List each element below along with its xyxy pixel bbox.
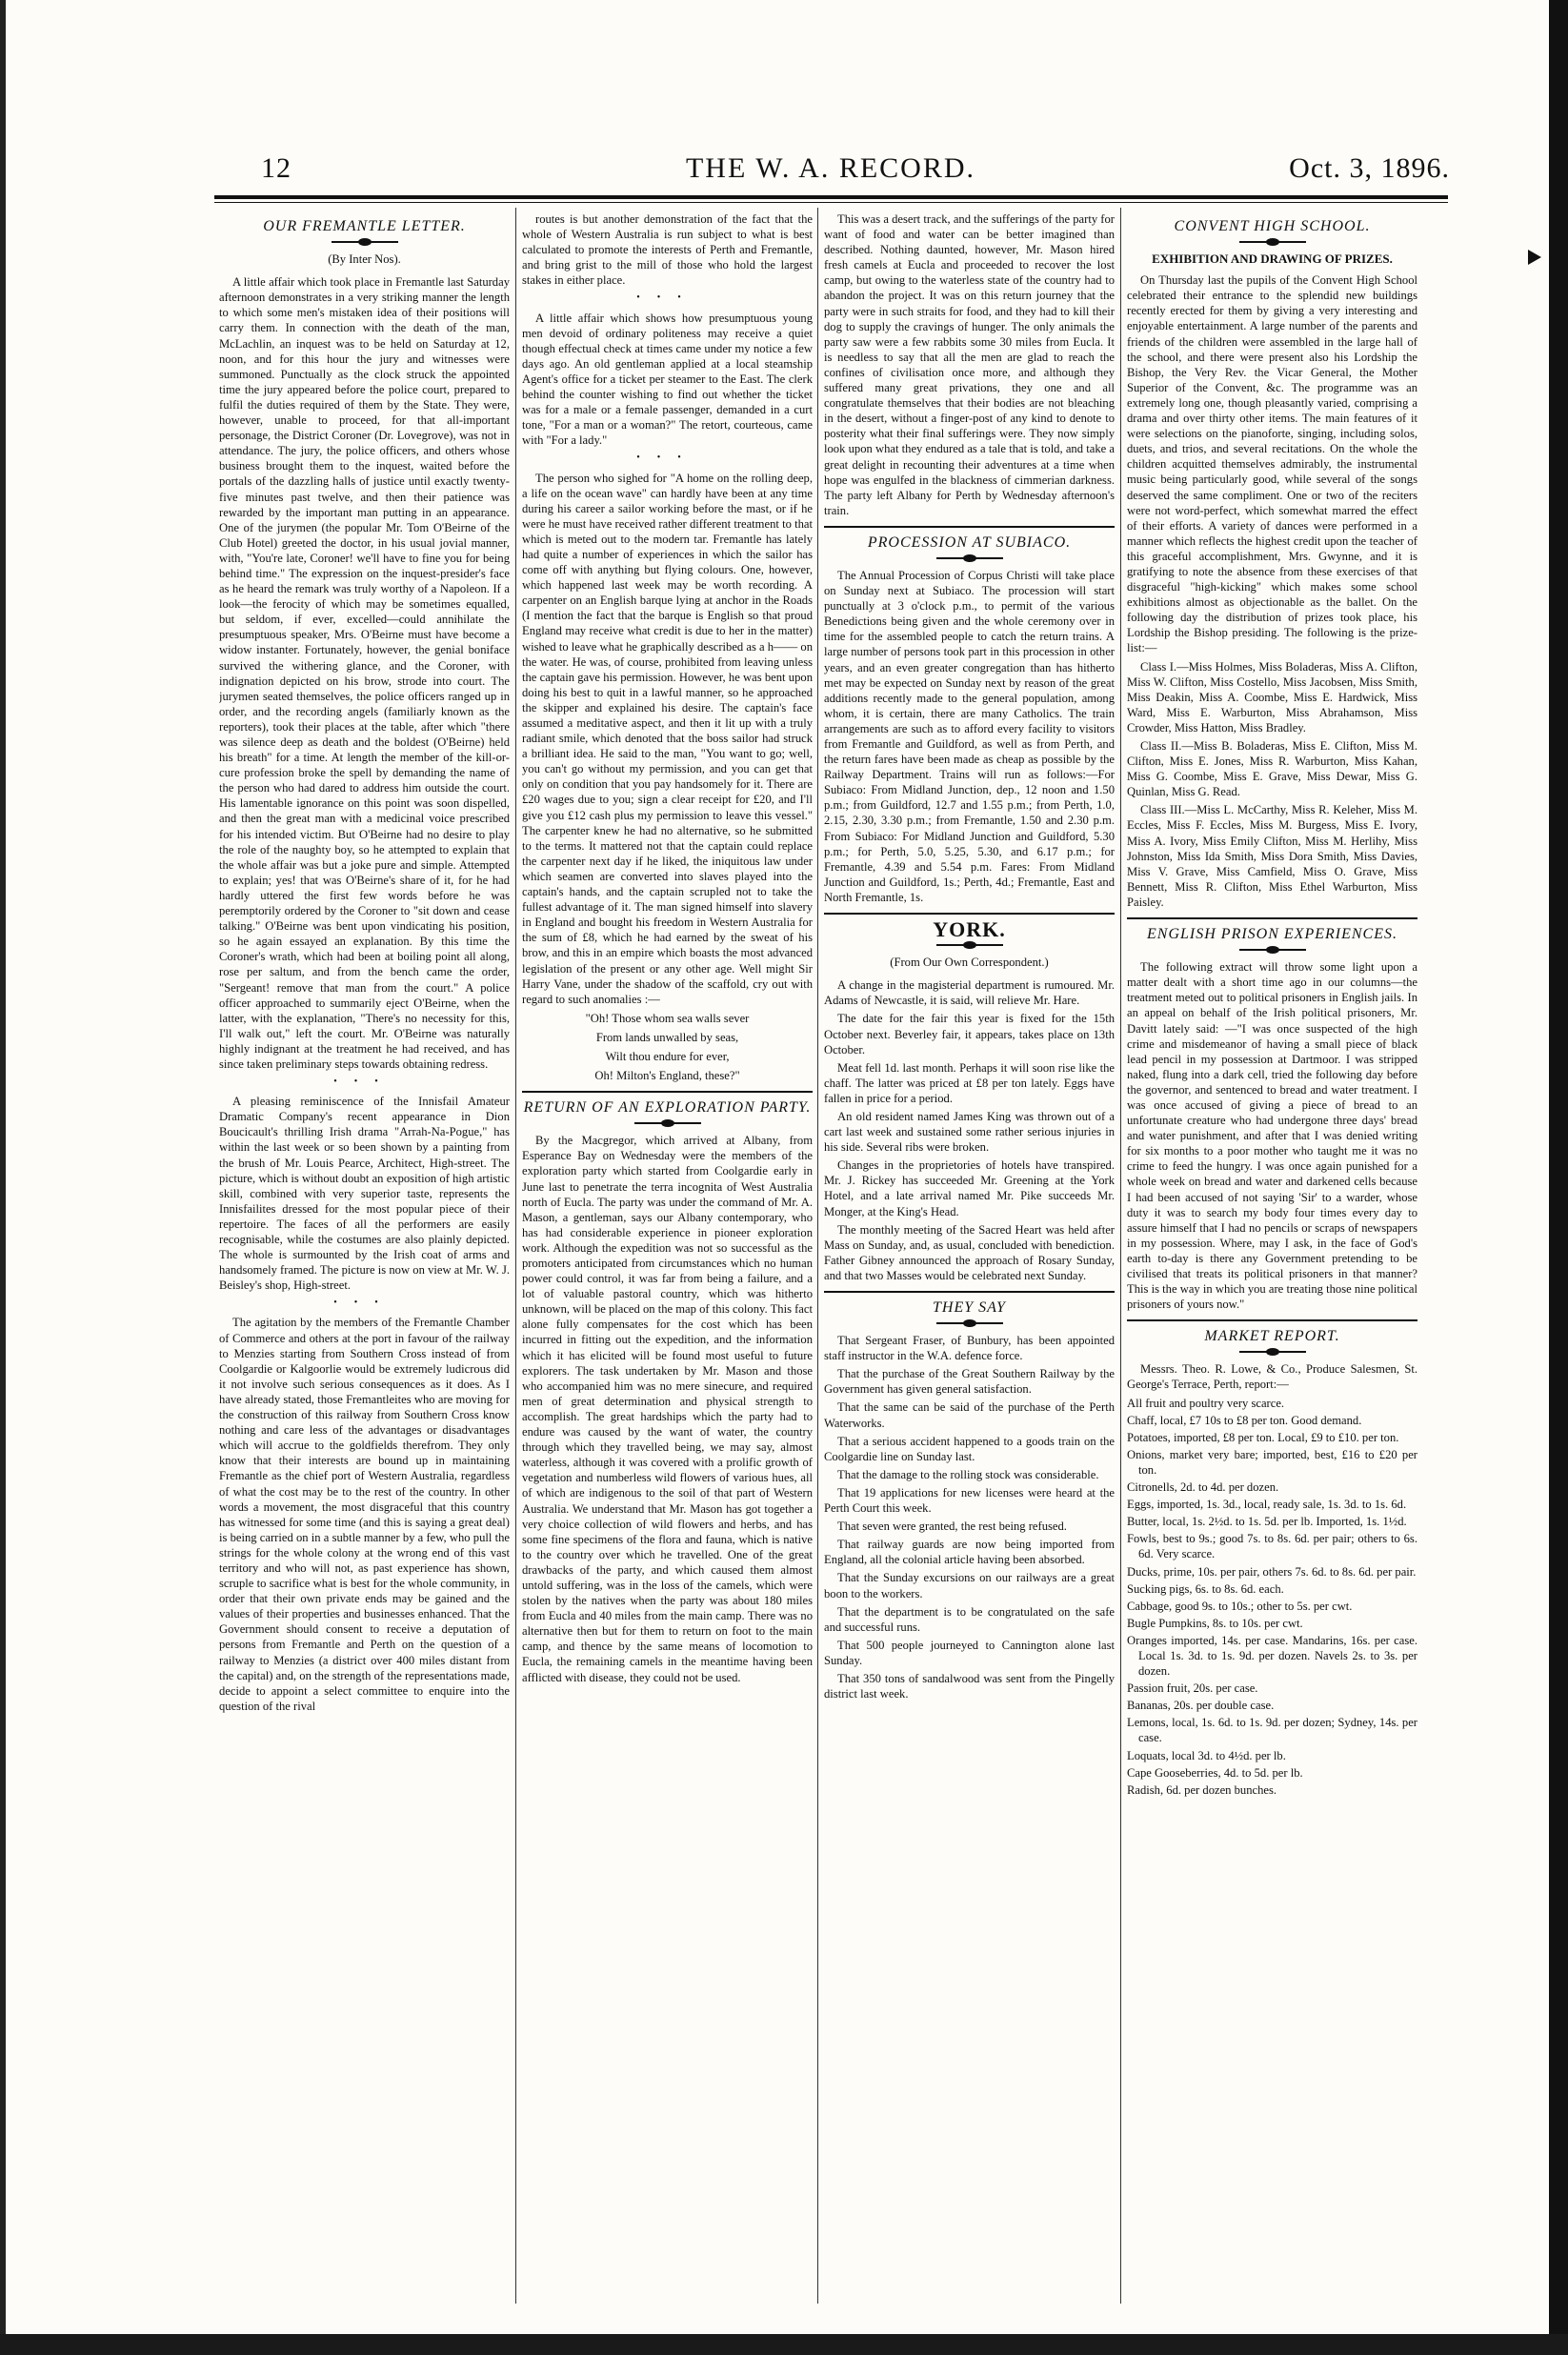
list-item: Passion fruit, 20s. per case. — [1127, 1681, 1258, 1696]
prize-class: Class III.—Miss L. McCarthy, Miss R. Keleher, Miss M. Eccles, Miss F. Eccles, Miss M. Burgess, Miss E. Ivory, Miss A. Ivory, Miss Emily Clifton, Miss M. Herlihy, Miss Johnston, Miss Ida Smith, Miss Dora Smith, Miss Davies, Miss V. Grave, Miss Camfield, Miss O. Grave, Miss Bennett, Miss R. Clifton, Miss Ethel Warburton, Miss Paisley. — [1127, 803, 1417, 909]
list-item: That railway guards are now being imported from England, all the colonial article having been absorbed. — [824, 1538, 1115, 1567]
article-paragraph: The date for the fair this year is fixed for the 15th October next. Beverley fair, it appears, takes place on 13th October. — [824, 1012, 1115, 1057]
scan-edge-bottom — [0, 2334, 1568, 2355]
poem-line: Wilt thou endure for ever, — [605, 1049, 730, 1063]
article-heading: OUR FREMANTLE LETTER. — [263, 218, 466, 234]
ornament-rule — [936, 941, 1003, 949]
scan-edge-left — [0, 0, 6, 2355]
list-item: Fowls, best to 9s.; good 7s. to 8s. 6d. per pair; others to 6s. 6d. Very scarce. — [1127, 1532, 1417, 1561]
list-item: That the purchase of the Great Southern Railway by the Government has given general satisfaction. — [824, 1367, 1115, 1397]
list-item: That Sergeant Fraser, of Bunbury, has been appointed staff instructor in the W.A. defence force. — [824, 1334, 1115, 1363]
article-paragraph: The following extract will throw some light upon a matter dealt with a short time ago in our columns—the treatment meted out to political prisoners in English jails. In an appeal on behalf of the Irish political prisoners, Mr. Davitt lately said: —"I was once suspected of the high crime and misdemeanor of having a small piece of black lead pencil in my possession at Dartmoor. I was stripped naked, flung into a dark cell, tried the following day before the governor, and sentenced to bread and water treatment. I was once accused of giving a piece of bread to an unfortunate creature who had undergone three days' bread and water punishment, and after that I was denied writing for six months to a poor mother who taught me it was no crime to feed the hungry. I was once again punished for a whole week on bread and water and darkened cells because I had been accused of not saying 'Sir' to a warder, whose duty it was to search my body four times every day to assure himself that I had no pencils or scraps of newspapers in my possession. Where, may I ask, in the face of God's earth to-day is there any Government pretending to be civilised that treats its political prisoners in that manner? This is the way in which you are treating those nine political prisoners of yours now." — [1127, 960, 1417, 1312]
column-4 — [1127, 211, 1417, 2303]
list-item: Cabbage, good 9s. to 10s.; other to 5s. per cwt. — [1127, 1599, 1353, 1613]
article-paragraph: On Thursday last the pupils of the Convent High School celebrated their entrance to the splendid new buildings recently erected for them by giving a very interesting and enjoyable entertainment. A large number of the parents and friends of the children were assembled in the large hall of the school, and there were present also his Lordship the Bishop, the Very Rev. the Vicar General, the Mother Superior of the Convent, &c. The programme was an extremely long one, though pleasantly varied, comprising a drama and over thirty other items. The main features of it were selections on the pianoforte, singing, including solos, duets, and trios, and several recitations. On the whole the children acquitted themselves admirably, the instrumental music being particularly good, while several of the songs deserved the same compliment. One or two of the reciters were not word-perfect, which somewhat marred the effect of their efforts. A variety of dances were performed in a manner which reflects the highest credit upon the teacher of this graceful accomplishment, Mrs. Gwynne, and it is gratifying to note the absence from these exercises of that disgraceful "high-kicking" which makes some school exhibitions almost as objectionable as the ballet. On the following day the distribution of prizes took place, his Lordship the Bishop presiding. The following is the prize-list:— — [1127, 273, 1417, 655]
list-item: Cape Gooseberries, 4d. to 5d. per lb. — [1127, 1765, 1303, 1780]
article-byline: (From Our Own Correspondent.) — [890, 956, 1049, 970]
list-item: Lemons, local, 1s. 6d. to 1s. 9d. per dozen; Sydney, 14s. per case. — [1127, 1716, 1417, 1745]
article-paragraph: The monthly meeting of the Sacred Heart was held after Mass on Sunday, and, as usual, concluded with benediction. Father Gibney announced the approach of Rosary Sunday, and that two Masses would be celebrated next Sunday. — [824, 1222, 1115, 1282]
article-paragraph: By the Macgregor, which arrived at Albany, from Esperance Bay on Wednesday were the members of the exploration party which started from Coolgardie early in June last to penetrate the terra incognita of West Australia north of Eucla. The party was under the command of Mr. A. Mason, a gentleman, says our Albany contemporary, who has had considerable experience in pioneer exploration work. Although the expedition was not so successful as the promoters anticipated from circumstances which no human power could control, it was far from being a failure, and a lot of valuable pastoral country, which was hitherto unknown, will be placed on the map of this colony. This fact alone fully compensates for the cost which has been incurred in fitting out the expedition, and the information which it has elicited will be found most useful to future explorers. The task undertaken by Mr. Mason and those who accompanied him was no mere sinecure, and required men of great determination and physical strength to accomplish. The great hardships which the party had to endure was caused by the want of water, the country through which they travelled being, we may say, almost waterless, although it was covered with a prolific growth of vegetation and numberless wild flowers of various hues, all of which are indigenous to the soil of that part of Western Australia. We understand that Mr. Mason has got together a very choice collection of wild flowers and herbs, and has some fine specimens of the flora and fauna, which is native to the country over which he travelled. One of the great drawbacks of the party, and which caused them almost untold suffering, was in the loss of the camels, which were stolen by the natives when the party was about 180 miles from Eucla and 40 miles from the main camp. There was no alternative then but for them to return on foot to the main camp, and thence by the same means of locomotion to Eucla, the remaining camels in the meantime having been afflicted with disease, they could not be used. — [522, 1134, 813, 1684]
article-paragraph: An old resident named James King was thrown out of a cart last week and sustained some rather serious injuries in his side. Several ribs were broken. — [824, 1109, 1115, 1155]
list-item: Ducks, prime, 10s. per pair, others 7s. 6d. to 8s. 6d. per pair. — [1127, 1564, 1417, 1579]
poem-line: From lands unwalled by seas, — [595, 1030, 739, 1044]
column-divider — [817, 208, 818, 2304]
article-paragraph: The agitation by the members of the Fremantle Chamber of Commerce and others at the port in favour of the railway to Menzies starting from Southern Cross instead of from Coolgardie or Kalgoorlie would be extremely ludicrous did it not involve such serious consequences as it does. As I have already stated, those Fremantleites who are moving for the construction of this railway from Southern Cross know nothing and care less of the advantages or disadvantages which will accrue to the goldfields therefrom. They only know that their interests are bound up in maintaining Fremantle as the chief port of Western Australia, regardless of what the cost may be to the rest of the country. In other words a movement, the most disgraceful that this country has witnessed for some time (and this is saying a great deal) is being carried on in a subtle manner by a few, who pull the strings for the whole colony at the wrong end of this vast territory and who will not, as past experience has shown, scruple to sacrifice what is best for the whole community, in order that their own private ends may be gained and the values of their properties and businesses enhanced. That the Government should consent to receive a deputation of persons from Fremantle and Perth on the question of a railway to Menzies (a district over 400 miles distant from the capital) and, on the strength of the representations made, decide to appoint a select committee to enquire into the question of the rival — [219, 1316, 510, 1713]
section-rule — [824, 526, 1115, 528]
list-item: Bananas, 20s. per double case. — [1127, 1699, 1275, 1713]
article-paragraph: The person who sighed for "A home on the rolling deep, a life on the ocean wave" can hardly have been at any time during his career a sailor working before the mast, or if he were he must have received rather different treatment to that which is meted out to the modern tar. Fremantle has lately had quite a number of experiences in which the sailor has come off with anything but flying colours. One, however, which happened last week may be worth recording. A carpenter on an English barque lying at anchor in the Roads (I mention the fact that the barque is English so that proud England may receive what credit is due to her in the matter) wished to leave what he graphically described as a h—— on the water. He was, of course, prohibited from leaving unless the captain gave his permission. However, he was bent upon doing his best to quit in a lawful manner, so he approached the skipper and explained his desire. The captain's face assumed a meditative aspect, and then it lit up with a truly radiant smile, which denoted that the boss sailor had struck a brilliant idea. He said to the man, "You want to go; well, you can't go without my permission, and you can get that only on condition that you pay handsomely for it. There are £20 wages due to you; sign a clear receipt for £20, and I'll give you £12 cash plus my permission to leave this vessel." The carpenter knew he had no alternative, so he submitted to the terms. It mattered not that the captain could replace the carpenter next day if he liked, the iniquitous law under which seamen are converted into slaves played into the captain's hands, and the captain scrupled not to take the fullest advantage of it. The man signed himself into slavery in England and bought his freedom in Western Australia for the sum of £8, which he had earned by the sweat of his brow, and this in an empire which boasts the most advanced legislation of the present or any other age. Well might Sir Harry Vane, under the shadow of the scaffold, cry out with regard to such anomalies :— — [522, 471, 813, 1006]
column-divider — [1120, 208, 1121, 2304]
list-item: That the damage to the rolling stock was considerable. — [837, 1467, 1099, 1481]
article-heading: PROCESSION AT SUBIACO. — [867, 533, 1072, 551]
list-item: Bugle Pumpkins, 8s. to 10s. per cwt. — [1127, 1616, 1303, 1630]
section-rule — [824, 1291, 1115, 1293]
poem-line: Oh! Milton's England, these?" — [594, 1069, 740, 1083]
article-paragraph: The Annual Procession of Corpus Christi will take place on Sunday next at Subiaco. The procession will start punctually at 3 o'clock p.m., to permit of the various Benedictions being given and the whole ceremony over in time for the assembled people to catch the return trains. A large number of persons took part in this procession in other years, and an even greater congregation than has hitherto met may be expected on Sunday next by reason of the great additions recently made to the general population, among whom, it is certain, there are many Catholics. The train arrangements are such as to afford every facility to visitors from Fremantle and Guildford, as well as from Perth, and the return fares have been made as cheap as possible by the Railway Department. Trains will run as follows:—For Subiaco: From Midland Junction, dep., 12 noon and 1.50 p.m.; from Guildford, 12.7 and 1.55 p.m.; from Perth, 1.0, 2.15, 2.30, 3.30 p.m.; from Fremantle, 1.50 and 2.30 p.m. From Subiaco: For Midland Junction and Guildford, 5.30 p.m.; for Perth, 5.0, 5.25, 5.30, and 6.17 p.m.; for Fremantle, 4.39 and 5.54 p.m. Fares: From Midland Junction and Guildford, 1s.; Perth, 4d.; Fremantle, East and North Fremantle, 1s. — [824, 568, 1115, 904]
ornament-rule — [936, 554, 1003, 562]
market-list — [1127, 1396, 1417, 1798]
list-item: That a serious accident happened to a goods train on the Coolgardie line on Sunday last. — [824, 1434, 1115, 1463]
article-byline: (By Inter Nos). — [328, 252, 401, 267]
article-paragraph: Changes in the proprietories of hotels have transpired. Mr. J. Rickey has succeeded Mr. Greening at the York Hotel, and a late arrival named Mr. Pike succeeds Mr. Monger, at the King's Head. — [824, 1158, 1115, 1218]
list-item: Butter, local, 1s. 2½d. to 1s. 5d. per lb. Imported, 1s. 1½d. — [1127, 1515, 1407, 1529]
list-item: That the department is to be congratulated on the safe and successful runs. — [824, 1604, 1115, 1634]
article-paragraph: Meat fell 1d. last month. Perhaps it will soon rise like the chaff. The latter was priced at £8 per ton lately. Eggs have fallen in price for a period. — [824, 1060, 1115, 1105]
ornament-rule — [1239, 238, 1306, 246]
list-item: That seven were granted, the rest being refused. — [837, 1520, 1067, 1534]
section-stars: ••• — [636, 292, 698, 304]
header-rule-thin — [214, 202, 1448, 203]
section-stars: ••• — [333, 1298, 395, 1309]
list-item: That the same can be said of the purchase of the Perth Waterworks. — [824, 1400, 1115, 1430]
ornament-rule — [1239, 1348, 1306, 1356]
column-3 — [824, 211, 1115, 2303]
column-divider — [515, 208, 516, 2304]
article-paragraph: A little affair which took place in Fremantle last Saturday afternoon demonstrates in a very striking manner the length to which some men's mistaken idea of their positions will carry them. In connection with the death of the man, McLachlin, an inquest was to be held on Saturday at 12, noon, and for this hour the jury and witnesses were summoned. Punctually as the clock struck the appointed time the jury appeared before the police court, prepared to fulfil the duties required of them by the State. They were, however, unable to proceed, for that all-important personage, the District Coroner (Dr. Lovegrove), was not in attendance. The jury, the police officers, and others whose business brought them to the inquest, waited before the portals of the dazzling halls of justice until exactly twenty-five minutes past twelve, and then their patience was rewarded by the important man putting in an appearance. One of the jurymen (the popular Mr. Tom O'Beirne of the Club Hotel) greeted the doctor, in his usual jovial manner, with, "You're late, Coroner! we'll have to fine you for being behind time." The expression on the inquest-presider's face as he heard the remark was truly worthy of a Napoleon. If a look—the ferocity of which may be sometimes equalled, but seldom, if ever, excelled—could annihilate the presumptuous speaker, Mrs. O'Beirne must have become a widow instanter. Fortunately, however, the genial boniface survived the withering glance, and the Coroner, with indignation depicted on his brow, strode into court. The jurymen seated themselves, the police officers ranged up in order, and the recording angels (familiarly known as the reporters), took their places at the table, after which "there was silence deep as death and the boldest (O'Beirne) held his breath" for a time. At length the member of the kill-or-cure profession broke the spell by demanding the name of the person who had dared to address him outside the court. His lamentable ignorance on this point was soon dispelled, and then the great man with a medicinal voice prescribed for his intended victim. But O'Beirne had no desire to play the role of the naughty boy, so he attempted to explain that the whole affair was but a joke pure and simple. Attempted to explain; yes! that was O'Beirne's share of it, for he had hardly uttered the first few words before he was peremptorily ordered by the Coroner to "sit down and cease talking." O'Beirne was bent upon vindicating his position, so he again essayed an explanation. By this time the Coroner's wrath, which had been at boiling point all along, rose per saltum, and from the bench came the order, "Sergeant! remove that man from the court." A police officer approached to summarily eject O'Beirne, when the latter, with the explanation, "There's no necessity for this, I'll walk out," left the court. Mr. O'Beirne was naturally highly indignant at the treatment he had received, and has since taken preliminary steps towards obtaining redress. — [219, 275, 510, 1071]
article-heading: YORK. — [933, 917, 1006, 942]
article-paragraph: A little affair which shows how presumptuous young men devoid of ordinary politeness may receive a quiet though effectual check at times came under my notice a few days ago. An old gentleman applied at a local steamship Agent's office for a ticket per steamer to the East. The clerk behind the counter wishing to find out whether the ticket was for a male or a female passenger, demanded in a curt tone, "For a man or a woman?" The retort, courteous, came with "For a lady." — [522, 311, 813, 448]
header-rule — [214, 195, 1448, 199]
ornament-rule — [936, 1319, 1003, 1327]
article-subheading: EXHIBITION AND DRAWING OF PRIZES. — [1152, 252, 1393, 267]
article-paragraph: A pleasing reminiscence of the Innisfail Amateur Dramatic Company's recent appearance in Dion Boucicault's thrilling Irish drama "Arrah-Na-Pogue," has within the last week or so been shown by a painting from the brush of Mr. Louis Pearce, Architect, High-street. The picture, which is without doubt an exposition of high artistic skill, combined with very superior taste, represents the Innisfailites dressed for the most popular piece of their repertoire. The faces of all the performers are easily recognisable, while the costumes are also plainly depicted. The whole is surmounted by the Irish coat of arms and handsomely framed. The picture is now on view at Mr. W. J. Beisley's shop, High-street. — [219, 1095, 510, 1293]
column-2 — [522, 211, 813, 2303]
section-rule — [1127, 1319, 1417, 1321]
list-item: Citronells, 2d. to 4d. per dozen. — [1127, 1480, 1279, 1495]
article-paragraph: routes is but another demonstration of the fact that the whole of Western Australia is run subject to what is best calculated to promote the interests of Perth and Fremantle, and bring grist to the mill of those who hold the largest stakes in either place. — [522, 212, 813, 288]
section-rule — [824, 913, 1115, 915]
prize-class: Class II.—Miss B. Boladeras, Miss E. Clifton, Miss M. Clifton, Miss E. Jones, Miss R. Warburton, Miss Kahan, Miss G. Coombe, Miss E. Grave, Miss Dewar, Miss G. Quinlan, Miss G. Read. — [1127, 739, 1417, 799]
prize-class: Class I.—Miss Holmes, Miss Boladeras, Miss A. Clifton, Miss W. Clifton, Miss Costello, Miss Jacobsen, Miss Smith, Miss Deakin, Miss A. Coombe, Miss E. Hardwick, Miss Ward, Miss E. Warburton, Miss Abrahamson, Miss Crowder, Miss Hatton, Miss Bradley. — [1127, 659, 1417, 735]
pointer-mark-icon — [1528, 250, 1541, 265]
ornament-rule — [634, 1119, 701, 1127]
section-stars: ••• — [636, 453, 698, 464]
section-rule — [522, 1091, 813, 1093]
article-paragraph: Messrs. Theo. R. Lowe, & Co., Produce Salesmen, St. George's Terrace, Perth, report:— — [1127, 1362, 1417, 1392]
page-header — [211, 152, 1450, 191]
list-item: Sucking pigs, 6s. to 8s. 6d. each. — [1127, 1581, 1284, 1596]
ornament-rule — [1239, 946, 1306, 954]
issue-date: Oct. 3, 1896. — [1289, 152, 1450, 184]
scan-edge-right — [1549, 0, 1568, 2355]
section-rule — [1127, 917, 1417, 919]
ornament-rule — [332, 238, 398, 246]
list-item: Potatoes, imported, £8 per ton. Local, £9 to £10. per ton. — [1127, 1430, 1399, 1444]
article-heading: CONVENT HIGH SCHOOL. — [1174, 218, 1371, 234]
list-item: Loquats, local 3d. to 4½d. per lb. — [1127, 1748, 1286, 1762]
list-item: Chaff, local, £7 10s to £8 per ton. Good demand. — [1127, 1413, 1362, 1427]
list-item: That 500 people journeyed to Cannington alone last Sunday. — [824, 1638, 1115, 1667]
list-item: That the Sunday excursions on our railways are a great boon to the workers. — [824, 1571, 1115, 1600]
poem-line: "Oh! Those whom sea walls sever — [585, 1011, 750, 1025]
article-paragraph: A change in the magisterial department is rumoured. Mr. Adams of Newcastle, it is said, will relieve Mr. Hare. — [824, 978, 1115, 1008]
page-number: 12 — [261, 152, 291, 184]
article-heading: MARKET REPORT. — [1204, 1328, 1340, 1345]
article-heading: THEY SAY — [933, 1299, 1006, 1316]
article-paragraph: This was a desert track, and the sufferings of the party for want of food and water can be better imagined than described. Nothing daunted, however, Mr. Mason hired fresh camels at Eucla and proceeded to recover the lost camp, but owing to the waterless state of the country had to abandon the project. It was on this return journey that the party were in such straits for food, and they had to kill their dog to supply the cravings of hunger. The only animals the party saw were a few rabbits some 30 miles from Eucla. It is needless to say that all the men are glad to reach the confines of civilisation once more, and although they suffered many great privations, they one and all congratulate themselves that their bodies are not bleaching in the desert, without a finger-post of any kind to denote to posterity what their final sufferings were. They now simply look upon what they endured as a tale that is told, and take a great delight in recounting their adventures at a time when hope was engulfed in the blackness of cimmerian darkness. The party left Albany for Perth by Wednesday afternoon's train. — [824, 212, 1115, 517]
list-item: Eggs, imported, 1s. 3d., local, ready sale, 1s. 3d. to 1s. 6d. — [1127, 1498, 1407, 1512]
masthead: THE W. A. RECORD. — [685, 152, 976, 184]
list-item: Oranges imported, 14s. per case. Mandarins, 16s. per case. Local 1s. 3d. to 1s. 9d. per dozen. Navels 2s. to 3s. per dozen. — [1127, 1633, 1417, 1679]
list-item: Radish, 6d. per dozen bunches. — [1127, 1782, 1277, 1797]
list-item: All fruit and poultry very scarce. — [1127, 1396, 1285, 1410]
list-item: That 350 tons of sandalwood was sent from the Pingelly district last week. — [824, 1671, 1115, 1701]
list-item: Onions, market very bare; imported, best, £16 to £20 per ton. — [1127, 1447, 1417, 1477]
article-heading: RETURN OF AN EXPLORATION PARTY. — [523, 1099, 812, 1117]
article-heading: ENGLISH PRISON EXPERIENCES. — [1147, 926, 1397, 943]
list-item: That 19 applications for new licenses were heard at the Perth Court this week. — [824, 1485, 1115, 1516]
section-stars: ••• — [333, 1077, 395, 1088]
column-1 — [219, 211, 510, 2303]
